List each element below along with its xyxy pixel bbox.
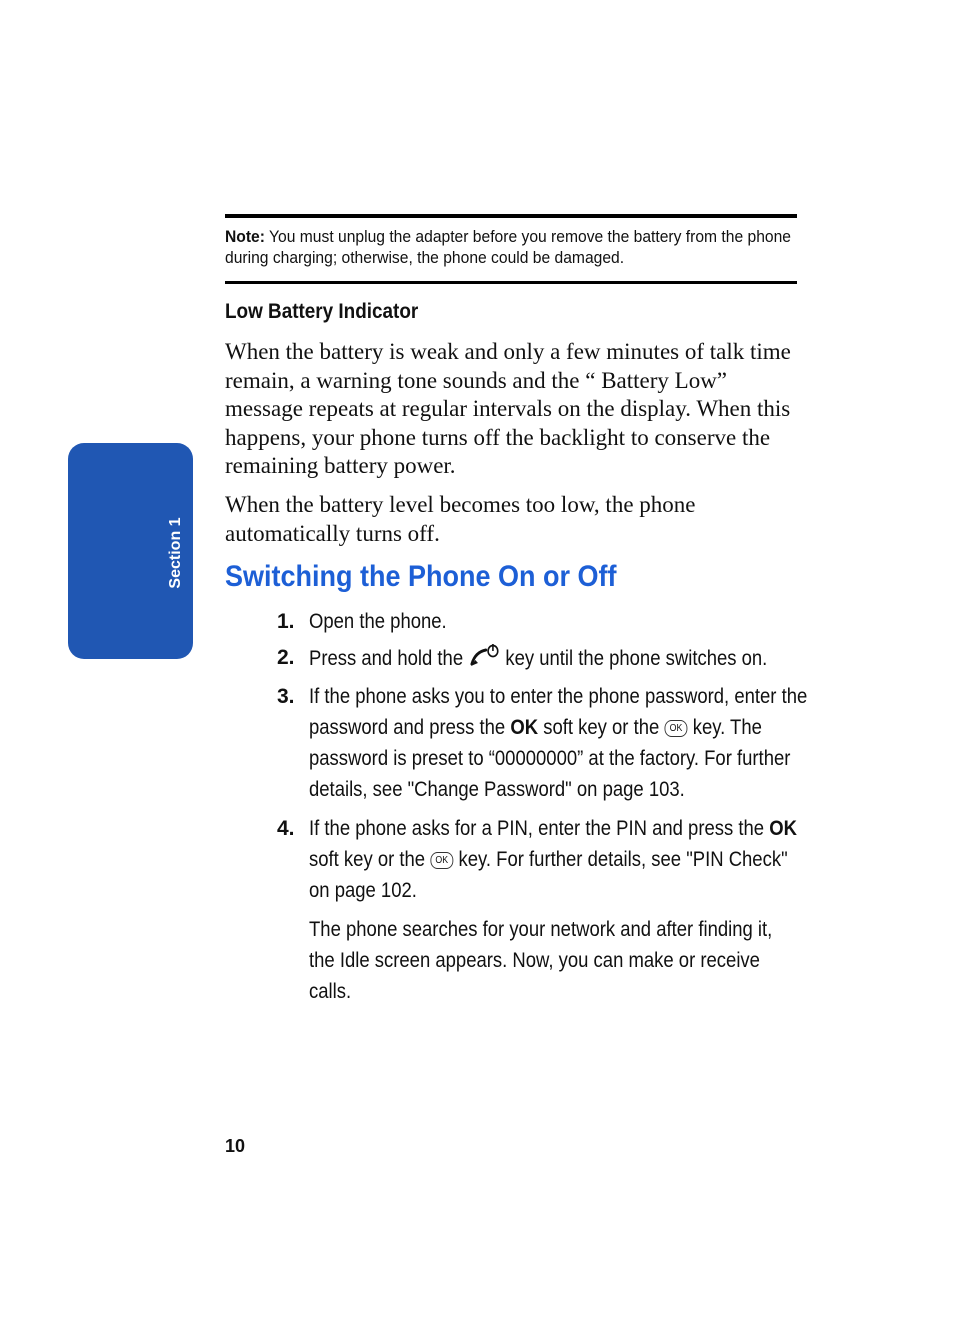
step-text: Open the phone.: [309, 610, 447, 633]
step-text: [309, 813, 811, 906]
section-heading: Switching the Phone On or Off: [225, 560, 617, 593]
ok-soft-key-label: OK: [769, 817, 797, 840]
step-text-part: If the phone asks for a PIN, enter the PIN and press the: [309, 817, 765, 840]
step-text-part: If the phone asks you to enter the phone password, enter the password and press the: [309, 685, 808, 739]
section-tab-label: Section 1: [167, 517, 184, 589]
ok-key-icon: OK: [665, 720, 688, 737]
note-label: Note:: [225, 227, 265, 246]
step-number: 4.: [277, 817, 295, 840]
step-text-part: soft key or the: [543, 716, 660, 739]
page-number: 10: [225, 1136, 246, 1156]
step-text-part: key until the phone switches on.: [505, 647, 768, 671]
low-battery-paragraph-2: When the battery level becomes too low, the phone automatically turns off.: [225, 492, 696, 546]
low-battery-heading: Low Battery Indicator: [225, 300, 419, 323]
ok-key-icon: OK: [430, 852, 453, 869]
result-paragraph: The phone searches for your network and after finding it, the Idle screen appears. Now, you can make or receive calls.: [309, 918, 773, 1003]
step-text-part: soft key or the: [309, 848, 426, 871]
ok-soft-key-label: OK: [510, 716, 539, 739]
low-battery-paragraph-1: When the battery is weak and only a few minutes of talk time remain, a warning tone sounds and the “ Battery Low” message repeats at regular intervals on the display. When this happens, your phone turns off the backlight to conserve the remaining battery power.: [225, 339, 791, 479]
note-box: [225, 214, 797, 284]
step-text-part: key. For further details, see "PIN Check" on page 102.: [309, 848, 788, 902]
power-end-key-icon: [468, 642, 500, 677]
step-text-part: key. The password is preset to “00000000” at the factory. For further details, see "Change Password" on page 103.: [309, 716, 791, 801]
step-number: 2.: [277, 646, 295, 669]
step-text: [309, 642, 811, 677]
note-body: You must unplug the adapter before you remove the battery from the phone during charging; otherwise, the phone could be damaged.: [225, 227, 792, 267]
step-text: [309, 681, 811, 805]
step-text-part: Press and hold the: [309, 647, 464, 671]
step-number: 3.: [277, 685, 295, 708]
note-text: [225, 226, 795, 268]
step-number: 1.: [277, 610, 295, 633]
